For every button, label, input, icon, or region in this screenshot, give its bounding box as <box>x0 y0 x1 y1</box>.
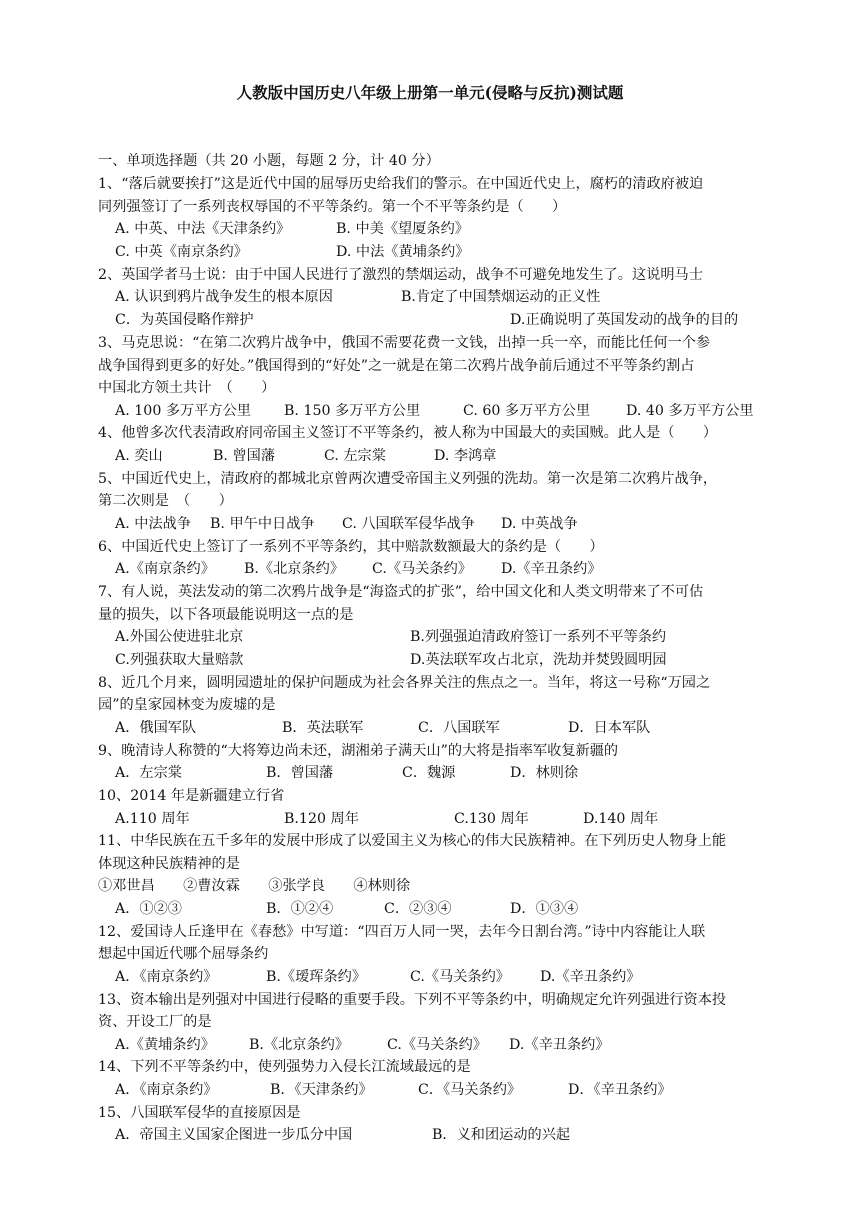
question-6-option-c: C.《马关条约》 <box>372 561 472 577</box>
question-4-option-c: C. 左宗棠 <box>324 448 386 464</box>
question-15-option-a: A．帝国主义国家企图进一步瓜分中国 <box>115 1127 353 1143</box>
question-13-option-b: B.《北京条约》 <box>249 1037 350 1053</box>
question-9-option-c: C．魏源 <box>402 765 456 781</box>
question-3-option-a: A. 100 多万平方公里 <box>115 403 251 419</box>
question-14-stem: 14、下列不平等条约中，使列强势力入侵长江流域最远的是 <box>98 1059 471 1075</box>
question-12-stem: 12、爱国诗人丘逢甲在《春愁》中写道：“四百万人同一哭，去年今日割台湾。”诗中内容能让人联 <box>98 924 706 940</box>
question-7-option-a: A.外国公使进驻北京 <box>115 629 244 645</box>
question-2-option-d: D.正确说明了英国发动的战争的目的 <box>510 312 739 328</box>
question-11-option-a: A．①②③ <box>115 901 182 917</box>
question-2-stem: 2、英国学者马士说：由于中国人民进行了激烈的禁烟运动，战争不可避免地发生了。这说明马士 <box>98 267 703 283</box>
question-5-option-d: D. 中英战争 <box>501 516 578 532</box>
question-11-stem: 11、中华民族在五千多年的发展中形成了以爱国主义为核心的伟大民族精神。在下列历史人物身上能 <box>98 833 727 849</box>
question-9-option-a: A．左宗棠 <box>115 765 182 781</box>
question-7-option-d: D.英法联军攻占北京，洗劫并焚毁圆明园 <box>410 652 667 668</box>
question-13-stem: 13、资本输出是列强对中国进行侵略的重要手段。下列不平等条约中，明确规定允许列强进行资本投 <box>98 992 727 1008</box>
question-11-stem: 体现这种民族精神的是 <box>98 856 240 872</box>
question-11-option-d: D．①③④ <box>510 901 579 917</box>
question-2-option-b: B.肯定了中国禁烟运动的正义性 <box>401 289 601 305</box>
question-6-option-d: D.《辛丑条约》 <box>501 561 602 577</box>
question-13-stem: 资、开设工厂的是 <box>98 1014 212 1030</box>
question-2-option-c: C．为英国侵略作辩护 <box>115 312 254 328</box>
question-8-stem: 8、近几个月来，圆明园遗址的保护问题成为社会各界关注的焦点之一。当年，将这一号称“万园之 <box>98 675 711 691</box>
question-10-option-b: B.120 周年 <box>284 811 359 827</box>
question-13-option-c: C.《马关条约》 <box>387 1037 487 1053</box>
question-14-option-b: B．《天津条约》 <box>270 1082 373 1098</box>
question-5-option-a: A. 中法战争 <box>115 516 192 532</box>
question-5-stem: 5、中国近代史上，清政府的都城北京曾两次遭受帝国主义列强的洗劫。第一次是第二次鸦片战争， <box>98 471 718 487</box>
question-10-stem: 10、2014 年是新疆建立行省 <box>98 788 285 804</box>
question-3-option-c: C. 60 多万平方公里 <box>463 403 591 419</box>
question-14-option-c: C．《马关条约》 <box>418 1082 522 1098</box>
question-3-option-d: D. 40 多万平方公里 <box>626 403 754 419</box>
question-3-stem: 中国北方领土共计 （ ） <box>98 380 276 396</box>
question-8-option-b: B．英法联军 <box>282 720 364 736</box>
question-1-option-b: B. 中美《望厦条约》 <box>336 221 469 237</box>
question-14-option-a: A．《南京条约》 <box>115 1082 218 1098</box>
question-7-stem: 7、有人说，英法发动的第二次鸦片战争是“海盗式的扩张”，给中国文化和人类文明带来了不可估 <box>98 584 704 600</box>
question-10-option-a: A.110 周年 <box>115 811 190 827</box>
question-15-option-b: B．义和团运动的兴起 <box>432 1127 571 1143</box>
question-12-option-b: B.《瑷珲条约》 <box>266 969 367 985</box>
question-9-option-b: B．曾国藩 <box>266 765 334 781</box>
question-5-option-b: B. 甲午中日战争 <box>210 516 315 532</box>
question-11-choices: ①邓世昌 ②曹汝霖 ③张学良 ④林则徐 <box>98 878 411 894</box>
question-15-stem: 15、八国联军侵华的直接原因是 <box>98 1105 301 1121</box>
question-8-stem: 园”的皇家园林变为废墟的是 <box>98 697 276 713</box>
question-1-stem: 同列强签订了一系列丧权辱国的不平等条约。第一个不平等条约是（ ） <box>98 199 567 215</box>
question-11-option-b: B．①②④ <box>266 901 334 917</box>
question-9-option-d: D．林则徐 <box>510 765 579 781</box>
question-12-stem: 想起中国近代哪个屈辱条约 <box>98 946 269 962</box>
question-3-option-b: B. 150 多万平方公里 <box>284 403 421 419</box>
question-4-stem: 4、他曾多次代表清政府同帝国主义签订不平等条约，被人称为中国最大的卖国贼。此人是（ ） <box>98 425 718 441</box>
question-3-stem: 3、马克思说：“在第二次鸦片战争中，俄国不需要花费一文钱，出掉一兵一卒，而能比任何一个参 <box>98 335 711 351</box>
question-6-option-b: B.《北京条约》 <box>244 561 345 577</box>
question-4-option-b: B. 曾国藩 <box>213 448 276 464</box>
question-7-option-b: B.列强强迫清政府签订一系列不平等条约 <box>410 629 667 645</box>
question-8-option-c: C．八国联军 <box>418 720 500 736</box>
question-8-option-d: D．日本军队 <box>568 720 651 736</box>
question-2-option-a: A. 认识到鸦片战争发生的根本原因 <box>115 289 333 305</box>
question-6-option-a: A.《南京条约》 <box>115 561 215 577</box>
question-10-option-d: D.140 周年 <box>583 811 659 827</box>
question-6-stem: 6、中国近代史上签订了一系列不平等条约，其中赔款数额最大的条约是（ ） <box>98 539 604 555</box>
question-12-option-a: A．《南京条约》 <box>115 969 218 985</box>
question-7-stem: 量的损失，以下各项最能说明这一点的是 <box>98 607 354 623</box>
question-4-option-a: A. 奕山 <box>115 448 163 464</box>
question-1-option-a: A. 中英、中法《天津条约》 <box>115 221 291 237</box>
question-14-option-d: D．《辛丑条约》 <box>568 1082 672 1098</box>
question-5-option-c: C. 八国联军侵华战争 <box>342 516 475 532</box>
question-13-option-d: D.《辛丑条约》 <box>509 1037 610 1053</box>
question-7-option-c: C.列强获取大量赔款 <box>115 652 244 668</box>
question-12-option-c: C.《马关条约》 <box>410 969 510 985</box>
question-11-option-c: C．②③④ <box>384 901 452 917</box>
section-heading: 一、单项选择题（共 20 小题，每题 2 分，计 40 分） <box>98 153 440 169</box>
question-9-stem: 9、晚清诗人称赞的“大将筹边尚未还，湖湘弟子满天山”的大将是指率军收复新疆的 <box>98 743 619 759</box>
page-title: 人教版中国历史八年级上册第一单元(侵略与反抗)测试题 <box>236 83 624 102</box>
question-4-option-d: D. 李鸿章 <box>434 448 497 464</box>
question-1-option-c: C. 中英《南京条约》 <box>115 244 248 260</box>
question-12-option-d: D.《辛丑条约》 <box>540 969 641 985</box>
question-8-option-a: A．俄国军队 <box>115 720 197 736</box>
question-1-stem: 1、“落后就要挨打”这是近代中国的屈辱历史给我们的警示。在中国近代史上，腐朽的清政府被迫 <box>98 176 704 192</box>
question-10-option-c: C.130 周年 <box>454 811 529 827</box>
question-5-stem: 第二次则是 （ ） <box>98 493 233 509</box>
question-13-option-a: A.《黄埔条约》 <box>115 1037 215 1053</box>
question-1-option-d: D. 中法《黄埔条约》 <box>336 244 470 260</box>
question-3-stem: 战争国得到更多的好处。”俄国得到的“好处”之一就是在第二次鸦片战争前后通过不平等条约割占 <box>98 358 695 374</box>
